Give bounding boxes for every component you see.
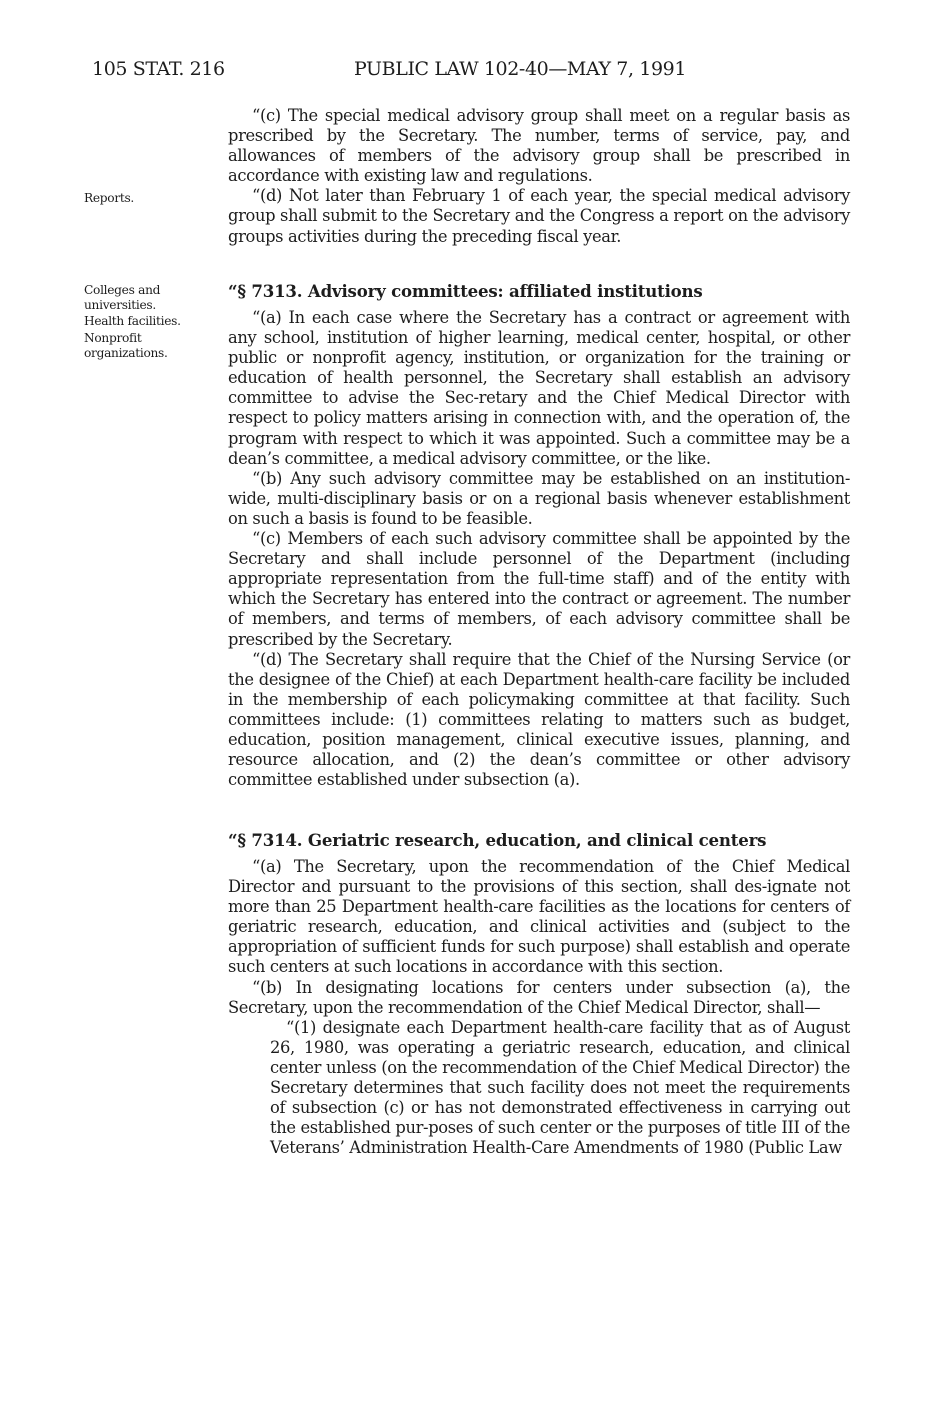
section-7314-paragraph-a: “(a) The Secretary, upon the recommendation of the Chief Medical Director and pursuant to the provisions of this section, shall des-ignate not more than 25 Department health-care facilities as the locations for centers of geriatric research, education, and clinical activities and (subject to the appropriation of sufficient funds for such purpose) shall establish and operate such centers at such locations in accordance with this section. — [228, 857, 850, 977]
section-7314-paragraph-b: “(b) In designating locations for centers under subsection (a), the Secretary, upon the recommendation of the Chief Medical Director, shall— — [228, 977, 850, 1017]
section-7313-heading: “§ 7313. Advisory committees: affiliated institutions — [228, 281, 703, 301]
section-7313-paragraph-b: “(b) Any such advisory committee may be established on an institution-wide, multi-disciplinary basis or on a regional basis whenever establishment on such a basis is found to be feasible. — [228, 468, 850, 528]
stat-page-number: 105 STAT. 216 — [92, 58, 225, 80]
section-7314-heading: “§ 7314. Geriatric research, education, and clinical centers — [228, 830, 767, 850]
margin-note-reports: Reports. — [84, 191, 134, 205]
section-7313-paragraph-c: “(c) Members of each such advisory committee shall be appointed by the Secretary and shall include personnel of the Department (including appropriate representation from the full-time staff) and of the entity with which the Secretary has entered into the contract or agreement. The number of members, and terms of members, of each advisory committee shall be prescribed by the Secretary. — [228, 529, 850, 649]
section-7314-item-1: “(1) designate each Department health-care facility that as of August 26, 1980, was operating a geriatric research, education, and clinical center unless (on the recommendation of the Chief Medical Director) the Secretary determines that such facility does not meet the requirements of subsection (c) or has not demonstrated effectiveness in carrying out the established pur-poses of such center or the purposes of title III of the Veterans’ Administration Health-Care Amendments of 1980 (Public Law — [270, 1017, 850, 1158]
margin-note-health-facilities: Health facilities. — [84, 314, 181, 328]
margin-note-nonprofit: Nonprofit organizations. — [84, 331, 168, 360]
running-title: PUBLIC LAW 102-40—MAY 7, 1991 — [354, 58, 687, 80]
paragraph-c-advisory-group: “(c) The special medical advisory group shall meet on a regular basis as prescribed by the Secretary. The number, terms of service, pay, and allowances of members of the advisory group shall be prescribed in accordance with existing law and regulations. — [228, 106, 850, 186]
paragraph-d-report: “(d) Not later than February 1 of each year, the special medical advisory group shall submit to the Secretary and the Congress a report on the advisory groups activities during the preceding fiscal year. — [228, 186, 850, 246]
section-7313 — [228, 280, 850, 790]
body-column-top — [228, 106, 850, 247]
page-header — [92, 58, 852, 88]
section-7314 — [228, 829, 850, 1158]
margin-note-colleges: Colleges and universities. — [84, 283, 161, 312]
section-7313-paragraph-d: “(d) The Secretary shall require that the Chief of the Nursing Service (or the designee of the Chief) at each Department health-care facility be included in the membership of each policymaking committee at that facility. Such committees include: (1) committees relating to matters such as budget, education, position management, clinical executive issues, planning, and resource allocation, and (2) the dean’s committee or other advisory committee established under subsection (a). — [228, 649, 850, 790]
section-7313-paragraph-a: “(a) In each case where the Secretary has a contract or agreement with any school, institution of higher learning, medical center, hospital, or other public or nonprofit agency, institution, or organization for the training or education of health personnel, the Secretary shall establish an advisory committee to advise the Sec-retary and the Chief Medical Director with respect to policy matters arising in connection with, and the operation of, the program with respect to which it was appointed. Such a committee may be a dean’s committee, a medical advisory committee, or the like. — [228, 308, 850, 468]
